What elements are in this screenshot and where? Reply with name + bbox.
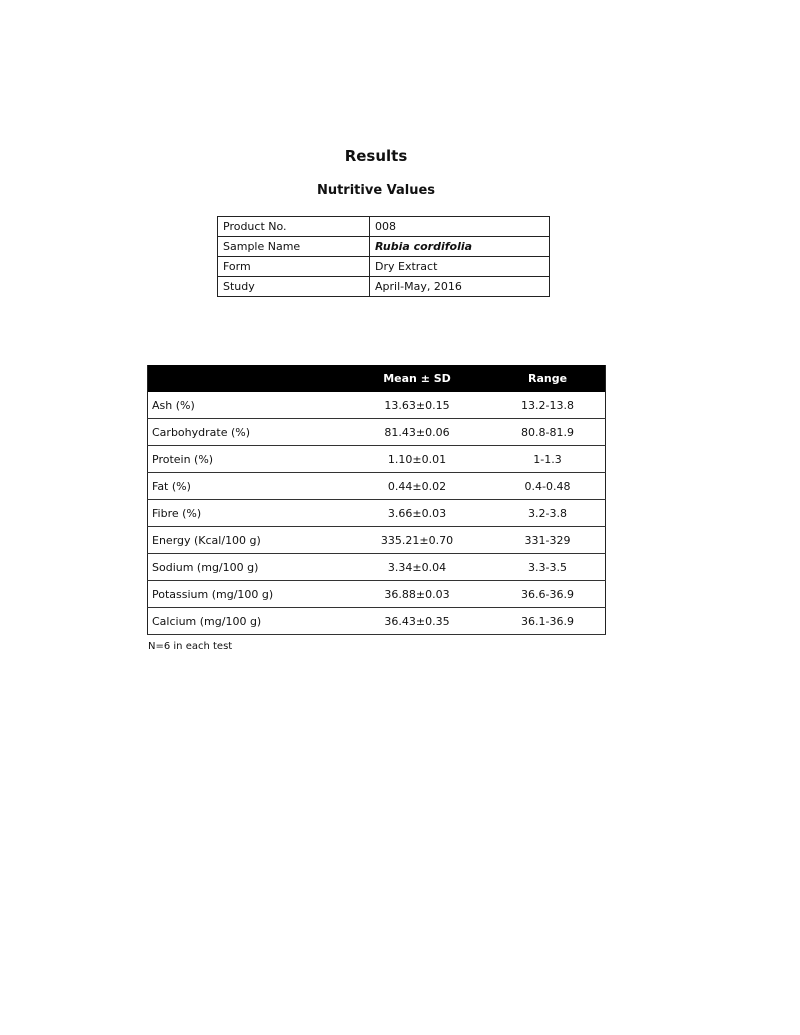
info-label: Sample Name xyxy=(218,237,370,257)
table-row xyxy=(148,608,606,635)
table-row xyxy=(148,500,606,527)
row-name: Carbohydrate (%) xyxy=(148,419,345,446)
row-range: 80.8-81.9 xyxy=(490,419,606,446)
row-name: Potassium (mg/100 g) xyxy=(148,581,345,608)
column-header-name xyxy=(148,365,345,392)
row-mean: 3.34±0.04 xyxy=(344,554,490,581)
row-range: 3.2-3.8 xyxy=(490,500,606,527)
product-info-table xyxy=(217,216,550,297)
row-mean: 335.21±0.70 xyxy=(344,527,490,554)
column-header-range: Range xyxy=(527,372,568,385)
footnote: N=6 in each test xyxy=(148,641,233,652)
table-row xyxy=(148,392,606,419)
row-name: Protein (%) xyxy=(148,446,345,473)
row-mean: 81.43±0.06 xyxy=(344,419,490,446)
column-header-mean: Mean ± SD xyxy=(383,372,451,385)
table-row xyxy=(148,581,606,608)
table-row xyxy=(148,419,606,446)
info-value: Rubia cordifolia xyxy=(370,237,550,257)
row-name: Calcium (mg/100 g) xyxy=(148,608,345,635)
info-row-form xyxy=(218,257,550,277)
row-mean: 36.43±0.35 xyxy=(344,608,490,635)
info-value: 008 xyxy=(370,217,550,237)
row-name: Fat (%) xyxy=(148,473,345,500)
row-name: Sodium (mg/100 g) xyxy=(148,554,345,581)
info-label: Study xyxy=(218,277,370,297)
row-range: 3.3-3.5 xyxy=(490,554,606,581)
row-mean: 13.63±0.15 xyxy=(344,392,490,419)
info-row-study xyxy=(218,277,550,297)
row-mean: 1.10±0.01 xyxy=(344,446,490,473)
table-row xyxy=(148,554,606,581)
row-range: 0.4-0.48 xyxy=(490,473,606,500)
info-row-product-no xyxy=(218,217,550,237)
info-label: Product No. xyxy=(218,217,370,237)
table-row xyxy=(148,446,606,473)
info-row-sample-name xyxy=(218,237,550,257)
row-range: 1-1.3 xyxy=(490,446,606,473)
row-range: 36.6-36.9 xyxy=(490,581,606,608)
section-subtitle: Nutritive Values xyxy=(316,183,436,198)
results-table xyxy=(147,365,606,635)
row-mean: 36.88±0.03 xyxy=(344,581,490,608)
row-range: 331-329 xyxy=(490,527,606,554)
row-range: 36.1-36.9 xyxy=(490,608,606,635)
info-value: April-May, 2016 xyxy=(370,277,550,297)
row-name: Ash (%) xyxy=(148,392,345,419)
page-title: Results xyxy=(344,147,408,165)
info-value: Dry Extract xyxy=(370,257,550,277)
row-mean: 0.44±0.02 xyxy=(344,473,490,500)
results-header-row xyxy=(148,365,606,392)
table-row xyxy=(148,473,606,500)
info-label: Form xyxy=(218,257,370,277)
row-mean: 3.66±0.03 xyxy=(344,500,490,527)
row-name: Fibre (%) xyxy=(148,500,345,527)
row-name: Energy (Kcal/100 g) xyxy=(148,527,345,554)
row-range: 13.2-13.8 xyxy=(490,392,606,419)
table-row xyxy=(148,527,606,554)
